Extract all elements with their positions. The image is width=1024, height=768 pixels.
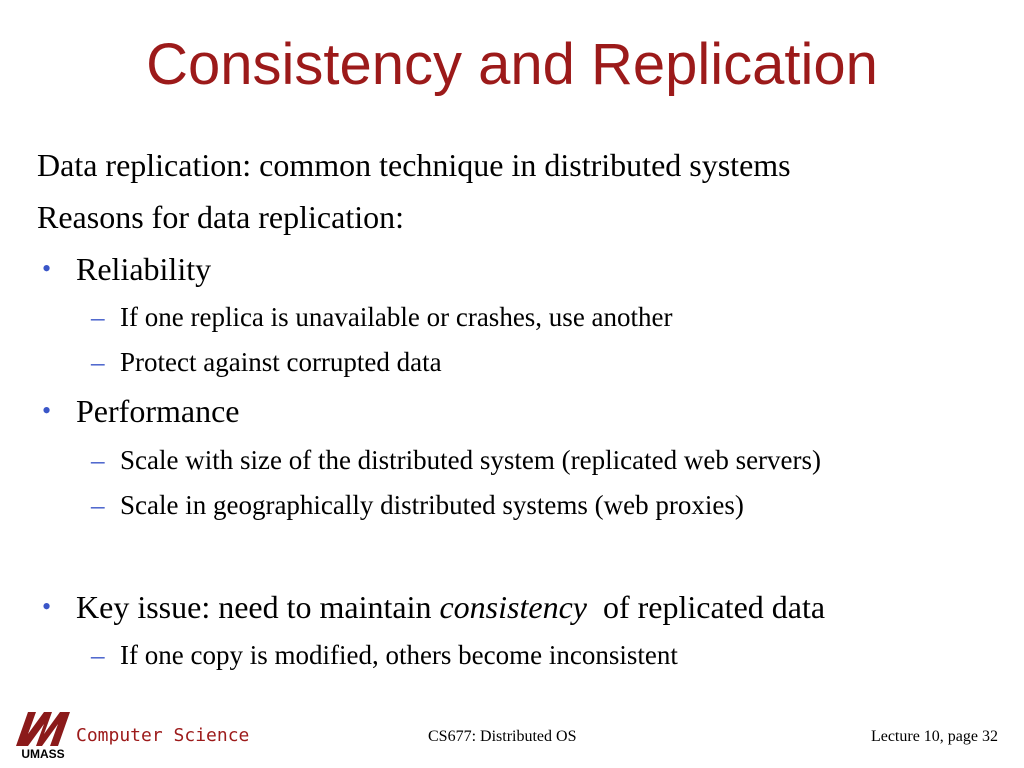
course-label: CS677: Distributed OS — [428, 728, 577, 745]
dash-icon: – — [91, 347, 105, 377]
dash-icon: – — [91, 640, 105, 670]
sub-item: Scale in geographically distributed systems (web proxies) — [120, 490, 744, 520]
umass-logo-text: UMASS — [21, 747, 65, 760]
bullet-reliability: Reliability — [76, 251, 212, 287]
bullet-icon: • — [42, 592, 52, 621]
sub-item: Protect against corrupted data — [120, 347, 442, 377]
slide-footer — [0, 706, 1024, 762]
key-issue-text: Key issue: need to maintain — [76, 589, 440, 625]
dash-icon: – — [91, 302, 105, 332]
bullet-key-issue — [76, 587, 825, 627]
dash-icon: – — [91, 445, 105, 475]
key-issue-text-end: of replicated data — [594, 589, 826, 625]
intro-line-2: Reasons for data replication: — [37, 199, 404, 235]
slide-title: Consistency and Replication — [146, 32, 878, 97]
sub-item: Scale with size of the distributed system (replicated web servers) — [120, 445, 822, 475]
page-number: Lecture 10, page 32 — [870, 728, 998, 745]
department-label: Computer Science — [76, 725, 250, 746]
bullet-icon: • — [42, 254, 52, 283]
sub-item: If one copy is modified, others become inconsistent — [120, 640, 678, 670]
intro-line-1: Data replication: common technique in distributed systems — [37, 147, 791, 183]
key-issue-emphasis: consistency — [439, 589, 587, 625]
umass-logo-icon — [14, 708, 72, 760]
sub-item: If one replica is unavailable or crashes, use another — [120, 302, 673, 332]
dash-icon: – — [91, 490, 105, 520]
bullet-icon: • — [42, 396, 52, 425]
bullet-performance: Performance — [76, 393, 240, 429]
